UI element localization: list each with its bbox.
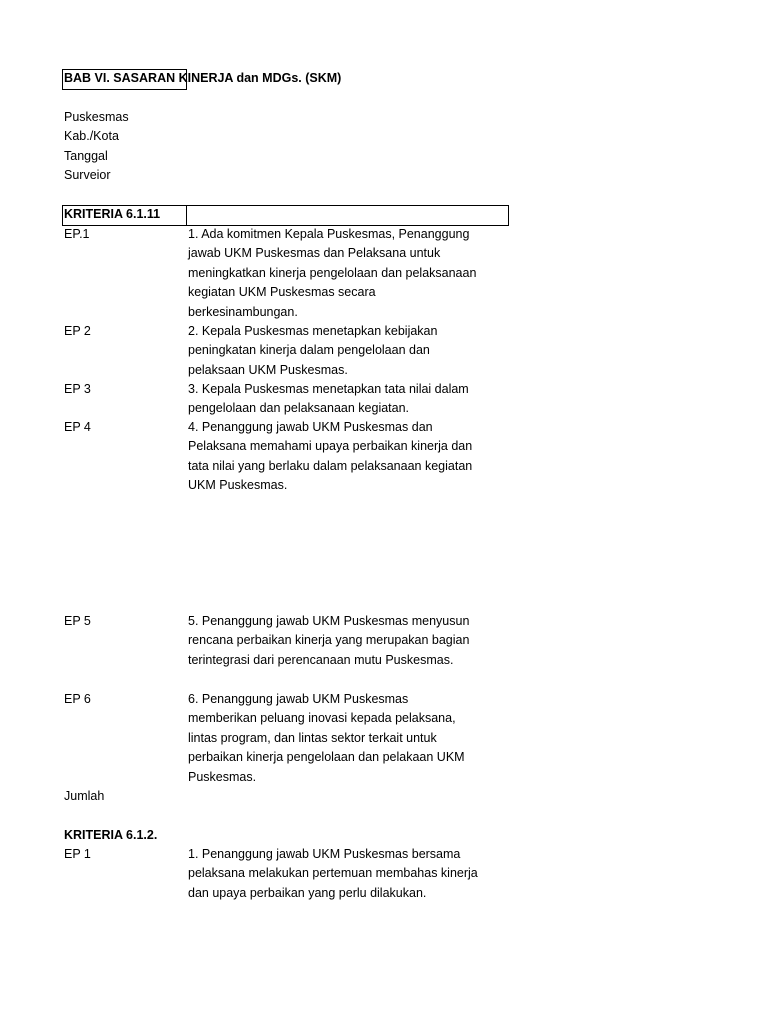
document-title: BAB VI. SASARAN KINERJA dan MDGs. (SKM): [64, 71, 342, 85]
kriteria-6-1-2-label: KRITERIA 6.1.2.: [64, 828, 158, 842]
ep-label-2: EP 2: [64, 324, 91, 338]
ep-description-k2-1: 1. Penanggung jawab UKM Puskesmas bersama pelaksana melakukan pertemuan membahas kinerja dan upaya perbaikan yang perlu dilakukan.: [188, 847, 478, 900]
ep-label-5: EP 5: [64, 614, 91, 628]
kriteria-6-1-11-label: KRITERIA 6.1.11: [64, 207, 161, 221]
ep-description-2: 2. Kepala Puskesmas menetapkan kebijakan peningkatan kinerja dalam pengelolaan dan pelaksaan UKM Puskesmas.: [188, 324, 438, 377]
ep-description-1: 1. Ada komitmen Kepala Puskesmas, Penanggung jawab UKM Puskesmas dan Pelaksana untuk meningkatkan kinerja pengelolaan dan pelaksanaan kegiatan UKM Puskesmas secara berkesinambungan.: [188, 227, 477, 319]
ep-label-1: EP.1: [64, 227, 90, 241]
kriteria-value-cell: [186, 205, 509, 226]
ep-label-6: EP 6: [64, 692, 91, 706]
ep-label-3: EP 3: [64, 382, 91, 396]
jumlah-label: Jumlah: [64, 789, 105, 803]
ep-label-k2-1: EP 1: [64, 847, 91, 861]
ep-description-3: 3. Kepala Puskesmas menetapkan tata nilai dalam pengelolaan dan pelaksanaan kegiatan.: [188, 382, 469, 416]
ep-description-5: 5. Penanggung jawab UKM Puskesmas menyusun rencana perbaikan kinerja yang merupakan bagian terintegrasi dari perencanaan mutu Puskesmas.: [188, 614, 470, 667]
label-tanggal: Tanggal: [64, 149, 108, 163]
label-puskesmas: Puskesmas: [64, 110, 129, 124]
label-surveior: Surveior: [64, 168, 111, 182]
ep-description-4: 4. Penanggung jawab UKM Puskesmas dan Pelaksana memahami upaya perbaikan kinerja dan tata nilai yang berlaku dalam pelaksanaan kegiatan UKM Puskesmas.: [188, 420, 473, 493]
ep-description-6: 6. Penanggung jawab UKM Puskesmas memberikan peluang inovasi kepada pelaksana, lintas program, dan lintas sektor terkait untuk perbaikan kinerja pengelolaan dan pelakaan UKM Puskesmas.: [188, 692, 465, 784]
ep-label-4: EP 4: [64, 420, 91, 434]
label-kab-kota: Kab./Kota: [64, 129, 119, 143]
